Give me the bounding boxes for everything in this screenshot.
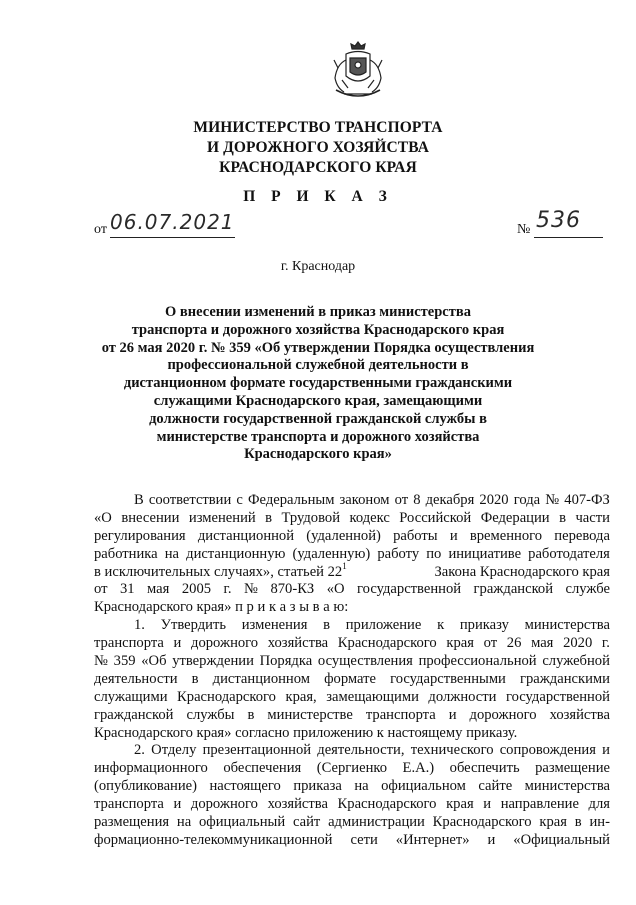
body-line [94,528,610,546]
body-word: г. [601,635,610,652]
body-line [94,814,610,832]
body-word: 1. [134,617,145,634]
body-word: и [449,527,458,544]
handwritten-number: 536 [536,208,581,233]
body-line-part: Закона Краснодарского края [434,563,610,580]
number-underline [534,237,603,238]
body-word: министерства [524,617,610,634]
body-word: Трудовой [281,509,341,526]
body-word: замещающими [326,688,419,705]
body-word: информационного [94,760,208,777]
body-word: хозяйства [267,796,328,813]
body-word: работу [377,545,420,562]
body-word: на [176,814,192,831]
body-word: 26 [506,635,522,652]
body-word: формационно-телекоммуникационной [94,831,333,848]
body-word: края, [285,688,317,705]
body-word: приложение [345,617,422,634]
body-word: государственной [505,688,610,705]
body-word: администрации [328,814,425,831]
body-line: Краснодарского края» п р и к а з ы в а ю: [94,599,349,616]
ministry-line: МИНИСТЕРСТВО ТРАНСПОРТА [193,119,443,136]
body-word: технического [410,742,494,759]
body-word: гражданской [94,706,174,723]
body-word: № [94,653,108,670]
body-word: Краснодарского [337,635,437,652]
body-word: в [559,509,566,526]
body-word: приказу [459,617,509,634]
body-word: кодекс [349,509,390,526]
body-word: года [513,492,541,508]
body-word: с [236,492,243,508]
body-word: Краснодарского [177,688,276,705]
body-word: 2005 [181,581,212,598]
body-word: Е.А.) [402,760,435,777]
body-word: и [487,831,496,848]
body-word: размещения [94,814,170,831]
body-word: формате [324,670,377,687]
ministry-line: КРАСНОДАРСКОГО КРАЯ [219,159,417,176]
body-word: утверждении [172,653,254,670]
body-line [94,707,610,725]
body-word: профессиональной [418,653,537,670]
body-line [94,760,610,778]
body-word: хозяйства [549,706,610,723]
body-line [94,635,610,653]
date-prefix: от [94,222,107,237]
order-body [94,492,610,850]
body-line [94,617,610,635]
body-word: 870-КЗ [270,581,315,598]
body-word: министерства [524,778,610,795]
body-word: государственной [357,581,462,598]
body-word: Российской [399,509,472,526]
body-word: направление [500,796,579,813]
body-word: сайт [292,814,321,831]
body-word: № [244,581,258,598]
body-word: к [437,617,445,634]
body-line [94,671,610,689]
body-word: (удаленной) [306,527,381,544]
body-word: в [191,670,199,687]
body-word: деятельности [94,670,178,687]
body-word: хозяйства [267,635,329,652]
body-word: края [446,635,474,652]
body-word: официальном [381,778,466,795]
body-word: для [588,796,610,813]
body-word: «О [94,509,112,526]
body-word: на [354,778,369,795]
body-word: 8 [413,492,421,508]
body-word: изменения [241,617,308,634]
title-line: дистанционном формате государственными гражданскими [123,375,513,392]
coat-of-arms-icon [332,40,384,100]
body-word: соответствии [148,492,232,508]
body-line [94,546,610,564]
body-word: № [545,492,560,508]
body-word: Порядка [259,653,313,670]
body-word: в [574,814,582,831]
body-word: от [394,492,409,508]
body-word: и [173,796,182,813]
body-word: деятельности, [317,742,405,759]
order-title [96,304,540,464]
body-line [94,492,610,510]
body-word: 2020 [563,635,593,652]
body-word: должности [428,688,497,705]
body-word: службы [186,706,235,723]
body-word: гражданскими [519,670,610,687]
title-line: от 26 мая 2020 г. № 359 «Об утверждении Порядка осуществления [101,339,535,356]
body-word: (опубликование) [94,778,198,795]
ministry-line: И ДОРОЖНОГО ХОЗЯЙСТВА [206,139,430,156]
document-type: П Р И К А З [243,188,393,205]
superscript: 1 [342,560,347,571]
body-word: мая [147,581,170,598]
body-word: и [483,796,492,813]
body-word: в [247,706,255,723]
ministry-name [120,118,516,178]
body-word: края [446,796,474,813]
title-line: служащими Краснодарского края, замещающими [153,392,483,409]
body-word: сайте [478,778,513,795]
body-word: работника [94,545,158,562]
handwritten-date: 06.07.2021 [110,210,235,234]
body-line [94,560,610,582]
body-word: края [539,814,567,831]
body-word: государственными [390,670,506,687]
body-word: транспорта [94,796,164,813]
title-line: транспорта и дорожного хозяйства Краснодарского края [131,321,505,338]
body-word: приказа [293,778,342,795]
body-word: законом [339,492,390,508]
title-line: профессиональной служебной деятельности в [167,357,469,374]
body-word: министерстве [267,706,353,723]
body-word: сети [350,831,378,848]
body-word: Отделу [151,742,197,759]
body-word: Краснодарского [337,796,437,813]
body-word: дорожного [190,796,258,813]
body-word: «Об [141,653,167,670]
body-word: размещение [535,760,610,777]
body-word: декабря [425,492,475,508]
title-line: О внесении изменений в приказ министерства [165,304,471,320]
body-word: «Интернет» [395,831,470,848]
body-word: Краснодарского [432,814,532,831]
body-word: работы [393,527,438,544]
body-word: Федеральным [248,492,335,508]
title-line: должности государственной гражданской службы в [149,410,487,427]
body-line [94,581,610,599]
body-word: дорожного [191,635,259,652]
body-word: служебной [542,653,610,670]
body-line [94,510,610,528]
body-word: инициативе [448,545,522,562]
body-word: и [602,742,610,759]
body-word: дорожного [469,706,537,723]
body-word: г. [223,581,232,598]
body-line [94,778,610,796]
body-word: сопровождения [499,742,596,759]
body-word: на [164,545,180,562]
body-word: работодателя [528,545,610,562]
date-underline [110,237,235,238]
body-word: «О [326,581,345,598]
body-word: дистанционную [186,545,286,562]
title-line: министерстве транспорта и дорожного хозяйства [156,428,480,445]
body-word: ин- [589,814,610,831]
body-word: в [323,617,331,634]
body-word: гражданской [473,581,554,598]
body-word: от [483,635,498,652]
body-word: официальный [198,814,286,831]
city: г. Краснодар [280,259,356,274]
body-word: регулирования [94,527,186,544]
body-word: в [265,509,273,526]
body-word: (удаленную) [292,545,371,562]
body-word: дистанционном [212,670,310,687]
body-word: временного [469,527,543,544]
body-word: Утвердить [160,617,227,634]
body-line-part: в исключительных случаях», статьей $22^1$ [94,560,347,580]
title-line: Краснодарского края» [244,446,392,463]
body-word: служащими [94,688,168,705]
body-line [94,689,610,707]
body-word: презентационной [202,742,312,759]
body-word: Федерации [480,509,550,526]
body-word: обеспечения [223,760,302,777]
body-line [94,832,610,850]
body-word: по [426,545,442,562]
body-word: и [448,706,457,723]
body-word: настоящего [209,778,281,795]
body-word: В [134,492,144,508]
body-word: службе [565,581,610,598]
body-word: дистанционной [197,527,295,544]
body-word: 2020 [479,492,509,508]
body-word: части [575,509,610,526]
body-line [94,653,610,671]
body-word: перевода [554,527,610,544]
body-line [94,796,610,814]
body-word: 31 [119,581,135,598]
body-word: транспорта [94,635,164,652]
body-word: транспорта [365,706,436,723]
body-word: 2. [134,742,145,759]
body-word: «Официальный [513,831,610,848]
body-word: мая [531,635,554,652]
number-prefix: № [517,222,531,237]
body-line [94,742,610,760]
body-word: (Сергиенко [316,760,388,777]
body-word: внесении [121,509,180,526]
body-word: 359 [113,653,136,670]
body-word: и [173,635,182,652]
body-word: обеспечить [449,760,520,777]
body-word: изменений [188,509,256,526]
body-word: от [94,581,108,598]
body-word: осуществления [317,653,413,670]
body-line: Краснодарского края» согласно приложению к настоящему приказу. [94,724,518,741]
body-word: 407-ФЗ [564,492,610,508]
